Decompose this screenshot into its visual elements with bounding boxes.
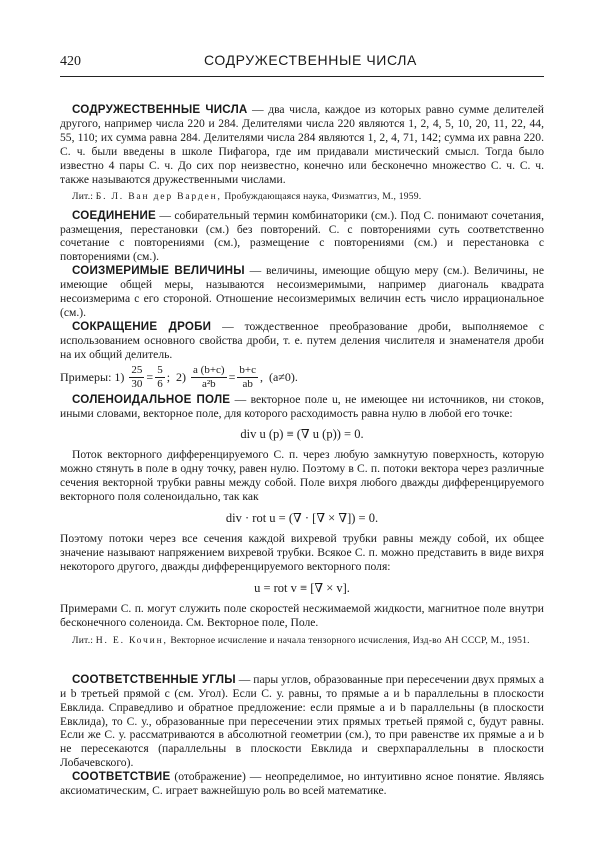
- page-header: [60, 52, 544, 74]
- lit-label: Лит.:: [72, 191, 96, 203]
- entry-sodruzhestvennye-chisla: [60, 103, 544, 186]
- fraction-reduced: $\frac{b+c}{ab}$: [239, 363, 256, 390]
- fraction-examples: [60, 364, 544, 391]
- entry-text: — пары углов, образованные при пересечении двух прямых a и b третьей прямой c (см. Угол). Если С. у. равны, то прямые a и b параллельны в плоскости Евклида. Справедливо и обратное предложение: если прямые a и b параллельны (в плоскости Евклида), то С. у., образованные при пересечении этих прямых третьей прямой c, будут равны. Если же С. у. рассматриваются в абсолютной геометрии (см.), то при равенстве их прямые a и b не пересекаются (параллельны в плоскости Евклида и сверхпараллельны в плоскости Лобачевского).: [60, 672, 544, 770]
- entry-soizmerimye-velichiny: [60, 264, 544, 320]
- lit-author: Н. Е. Кочин,: [95, 634, 168, 646]
- literature-reference: [60, 635, 544, 647]
- page-number: 420: [60, 54, 81, 69]
- fraction-5-6: $\frac{5}{6}$: [157, 363, 163, 390]
- example-separator: ; 2): [166, 369, 190, 384]
- equals-sign: =: [146, 369, 154, 384]
- example-condition: , (a≠0).: [259, 369, 298, 384]
- paragraph: Примерами С. п. могут служить поле скоростей несжимаемой жидкости, магнитное поле внутри бесконечного соленоида. См. Векторное поле, Поле.: [60, 601, 544, 629]
- entry-term: СООТВЕТСТВИЕ: [72, 770, 171, 784]
- entry-text: — собирательный термин комбинаторики (см.). Под С. понимают сочетания, размещения, перестановки (см.) без повторений. С. с повторениями суть соответственно сочетание с повторениями (см.), размещение с повторениями (см.) и перестановка с повторениями (см.).: [60, 208, 544, 264]
- lit-label: Лит.:: [72, 634, 96, 646]
- entry-term: СОЛЕНОИДАЛЬНОЕ ПОЛЕ: [72, 392, 231, 406]
- formula-divergence: div u (p) ≡ (∇ u (p)) = 0.: [240, 427, 364, 442]
- entry-text: (отображение) — неопределимое, но интуитивно ясное понятие. Являясь аксиоматическим, С. играет важнейшую роль во всей математике.: [60, 770, 544, 798]
- formula-div-rot: div · rot u = (∇ · [∇ × ∇]) = 0.: [225, 511, 379, 526]
- equals-sign: =: [228, 369, 236, 384]
- entry-term: СОЕДИНЕНИЕ: [72, 208, 156, 222]
- entry-sootvetstvennye-ugly: [60, 673, 544, 770]
- entry-text: — два числа, каждое из которых равно сумме делителей другого, например числа 220 и 284. Делителями числа 220 являются 1, 2, 4, 5, 10, 20, 11, 22, 44, 55, 110; их сумма равна 284. Делителями числа 284 являются 1, 2, 4, 71, 142; сумма их равна 220. С. ч. были введены в школе Пифагора, где им придавали мистический смысл. Тогда было известно 4 пары С. ч. До сих пор неизвестно, конечно или бесконечно множество С. ч. С. ч. также называются дружественными числами.: [60, 103, 544, 186]
- entry-text: — величины, имеющие общую меру (см.). Величины, не имеющие общей меры, называются несоизмеримыми, например диагональ квадрата несоизмерима с его стороной. Отношение несоизмеримых величин есть число иррациональное (см.).: [60, 264, 544, 319]
- entry-soedinenie: [60, 209, 544, 265]
- entry-text: — тождественное преобразование дроби, выполняемое с использованием основного свойства дроби, т. е. путем деления числителя и знаменателя дроби на их общий делитель.: [60, 319, 544, 361]
- entry-term: СОИЗМЕРИМЫЕ ВЕЛИЧИНЫ: [72, 264, 245, 278]
- literature-reference: [60, 191, 544, 203]
- entry-sootvetstvie: [60, 770, 544, 798]
- lit-author: Б. Л. Ван дер Варден,: [95, 191, 222, 203]
- lit-source: Векторное исчисление и начала тензорного исчисления, Изд-во АН СССР, М., 1951.: [167, 634, 530, 646]
- entry-text: — векторное поле u, не имеющее ни источников, ни стоков, иными словами, векторное поле, для которого расходимость равна нулю в любой его точке:: [60, 392, 544, 420]
- entry-term: СОКРАЩЕНИЕ ДРОБИ: [72, 319, 212, 333]
- examples-label: Примеры: 1): [60, 369, 128, 384]
- entry-sokrashchenie-drobi: [60, 320, 544, 362]
- entry-term: СООТВЕТСТВЕННЫЕ УГЛЫ: [72, 672, 236, 686]
- entry-term: СОДРУЖЕСТВЕННЫЕ ЧИСЛА: [72, 103, 248, 116]
- entry-solenoidalnoe-pole: [60, 393, 544, 421]
- paragraph: Поток векторного дифференцируемого С. п. через любую замкнутую поверхность, которую можно стянуть в поле в одну точку, равен нулю. Поэтому в С. п. потоки вектора через различные сечения векторной трубки равны между собой. Поле вихря любого дважды дифференцируемого векторного поля соленоидально, так как: [60, 448, 544, 504]
- fraction-25-30: $\frac{25}{30}$: [131, 363, 143, 390]
- dictionary-page: [60, 52, 544, 798]
- paragraph: Поэтому потоки через все сечения каждой вихревой трубки равны между собой, их общее значение называют напряжением вихревой трубки. Всякое С. п. можно представить в виде вихря некоторого другого, дважды дифференцируемого векторного поля:: [60, 532, 544, 573]
- header-rule: [60, 76, 544, 77]
- lit-source: Пробуждающаяся наука, Физматгиз, М., 1959.: [221, 191, 422, 203]
- formula-rot: u = rot v ≡ [∇ × v].: [254, 580, 350, 595]
- running-title: СОДРУЖЕСТВЕННЫЕ ЧИСЛА: [204, 52, 417, 68]
- fraction-algebraic: $\frac{a (b+c)}{\text{a²b}}$: [193, 363, 225, 390]
